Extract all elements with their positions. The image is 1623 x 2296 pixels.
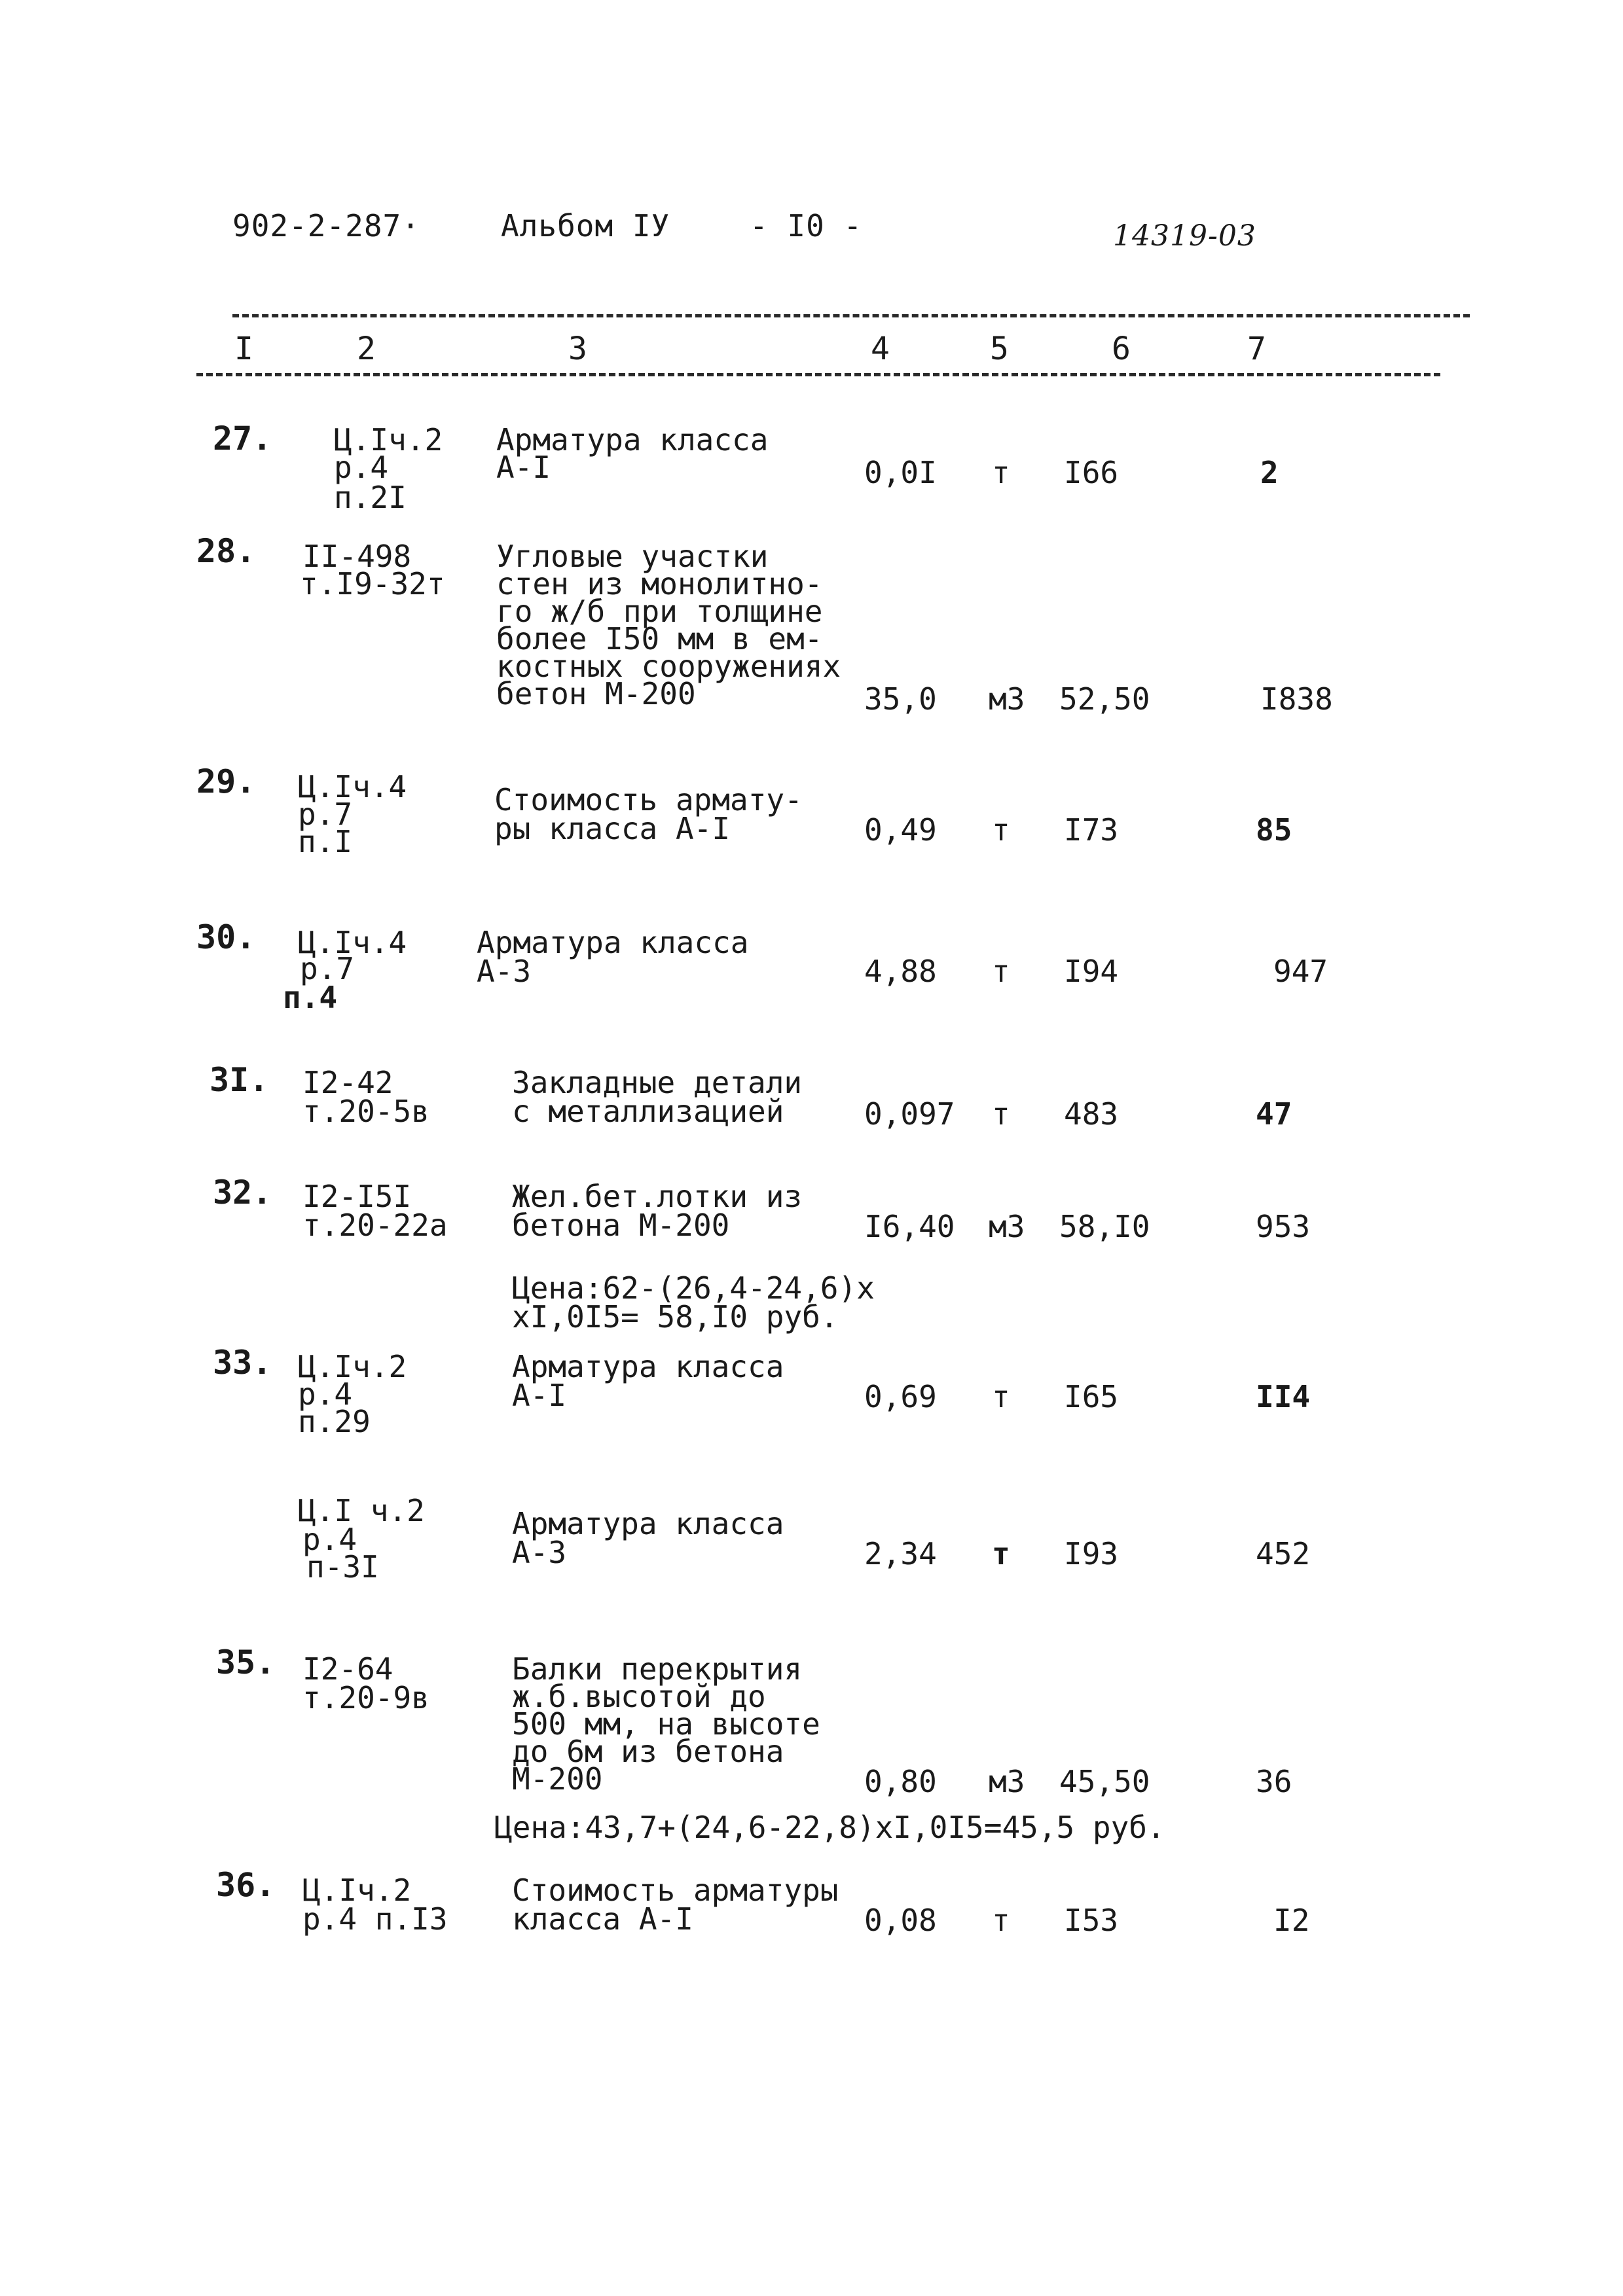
desc-line: го ж/б при толщине [496, 594, 823, 629]
ref-line: п-3I [306, 1549, 379, 1585]
unit: т [992, 455, 1010, 490]
ref-line: т.I9-32т [300, 566, 445, 601]
desc-line: Арматура класса [512, 1506, 784, 1541]
album-label: Альбом IУ [501, 208, 670, 243]
quantity: 35,0 [864, 681, 937, 717]
ref-line: т.20-22а [302, 1208, 448, 1243]
ref-line: I2-I5I [302, 1179, 412, 1214]
ref-line: Ц.Iч.4 [298, 769, 407, 804]
desc-line: М-200 [512, 1761, 603, 1797]
row-number: 29. [196, 762, 256, 800]
total: 2 [1260, 455, 1279, 490]
unit-price: I94 [1064, 954, 1119, 989]
desc-line: Арматура класса [512, 1349, 784, 1384]
total: 953 [1256, 1209, 1311, 1244]
desc-line: до 6м из бетона [512, 1734, 784, 1769]
desc-line: бетон М-200 [496, 676, 696, 711]
ref-line: Ц.Iч.2 [334, 422, 443, 457]
row-number: 33. [213, 1344, 272, 1382]
ref-line: п.4 [283, 980, 338, 1015]
ref-line: р.4 [302, 1522, 357, 1557]
unit-price: I93 [1064, 1536, 1119, 1571]
desc-line: А-3 [477, 954, 532, 989]
unit-price: I66 [1064, 455, 1119, 490]
ref-line: т.20-9в [302, 1680, 429, 1715]
desc-line: Угловые участки [496, 539, 769, 574]
unit: т [992, 954, 1010, 989]
price-note-line: Цена:43,7+(24,6-22,8)хI,0I5=45,5 руб. [494, 1810, 1165, 1845]
column-number-7: 7 [1247, 331, 1266, 367]
desc-line: с металлизацией [512, 1094, 784, 1129]
desc-line: Жел.бет.лотки из [512, 1179, 803, 1214]
unit: т [992, 1379, 1010, 1414]
quantity: 0,08 [864, 1903, 937, 1938]
quantity: 0,0I [864, 455, 937, 490]
column-number-3: 3 [568, 331, 587, 367]
quantity: 0,49 [864, 812, 937, 848]
total: II4 [1256, 1379, 1311, 1414]
total: 85 [1256, 812, 1292, 848]
row-number: 28. [196, 532, 256, 570]
unit: м3 [989, 681, 1025, 717]
total: 452 [1256, 1536, 1311, 1571]
ref-line: п.I [298, 824, 353, 859]
row-number: 35. [216, 1643, 276, 1681]
total: 36 [1256, 1764, 1292, 1799]
quantity: 0,097 [864, 1096, 955, 1132]
ref-line: р.4 п.I3 [302, 1901, 448, 1937]
unit-price: 483 [1064, 1096, 1119, 1132]
header-rule-top [232, 314, 1470, 317]
column-number-2: 2 [357, 331, 376, 367]
ref-line: II-498 [302, 539, 412, 574]
ref-line: Ц.I ч.2 [298, 1493, 425, 1528]
price-note-line: хI,0I5= 58,I0 руб. [512, 1299, 839, 1335]
ref-line: р.4 [334, 450, 389, 485]
unit-price: 52,50 [1059, 681, 1150, 717]
ref-line: Ц.Iч.2 [302, 1873, 412, 1908]
unit: т [992, 1536, 1010, 1571]
desc-line: Стоимость арматуры [512, 1873, 839, 1908]
desc-line: ж.б.высотой до [512, 1679, 766, 1714]
total: I838 [1260, 681, 1333, 717]
desc-line: более I50 мм в ем- [496, 621, 823, 656]
unit: т [992, 812, 1010, 848]
total: 947 [1273, 954, 1328, 989]
ref-line: Ц.Iч.2 [298, 1349, 407, 1384]
desc-line: Арматура класса [477, 925, 749, 960]
ref-line: т.20-5в [302, 1094, 429, 1129]
desc-line: А-I [512, 1378, 567, 1413]
desc-line: 500 мм, на высоте [512, 1706, 820, 1742]
column-number-1: I [234, 331, 253, 367]
row-number: 27. [213, 420, 272, 457]
quantity: 4,88 [864, 954, 937, 989]
unit-price: 45,50 [1059, 1764, 1150, 1799]
row-number: 32. [213, 1174, 272, 1211]
doc-code: 902-2-287· [232, 208, 420, 243]
ref-line: I2-42 [302, 1065, 393, 1100]
quantity: 0,80 [864, 1764, 937, 1799]
desc-line: класса А-I [512, 1901, 693, 1937]
total: I2 [1273, 1903, 1310, 1938]
price-note-line: Цена:62-(26,4-24,6)х [512, 1270, 875, 1306]
desc-line: костных сооружениях [496, 649, 841, 684]
ref-line: Ц.Iч.4 [298, 925, 407, 960]
page-number: - I0 - [750, 208, 863, 243]
desc-line: Закладные детали [512, 1065, 803, 1100]
quantity: 0,69 [864, 1379, 937, 1414]
column-number-4: 4 [871, 331, 890, 367]
desc-line: А-I [496, 450, 551, 485]
quantity: 2,34 [864, 1536, 937, 1571]
ref-line: I2-64 [302, 1651, 393, 1687]
unit-price: I73 [1064, 812, 1119, 848]
unit-price: I65 [1064, 1379, 1119, 1414]
unit: м3 [989, 1209, 1025, 1244]
column-number-5: 5 [990, 331, 1009, 367]
unit: м3 [989, 1764, 1025, 1799]
ref-line: р.4 [298, 1376, 353, 1412]
ref-line: п.29 [298, 1404, 371, 1439]
ref-line: р.7 [300, 951, 355, 986]
unit: т [992, 1096, 1010, 1132]
row-number: 3I. [210, 1061, 269, 1099]
unit: т [992, 1903, 1010, 1938]
desc-line: ры класса А-I [494, 811, 731, 846]
desc-line: бетона М-200 [512, 1208, 730, 1243]
unit-price: I53 [1064, 1903, 1119, 1938]
unit-price: 58,I0 [1059, 1209, 1150, 1244]
ref-line: п.2I [334, 480, 407, 515]
column-number-6: 6 [1112, 331, 1131, 367]
desc-line: Балки перекрытия [512, 1651, 803, 1687]
handwritten-number: 14319-03 [1113, 219, 1256, 253]
total: 47 [1256, 1096, 1292, 1132]
row-number: 30. [196, 918, 256, 956]
header-rule-bottom [196, 373, 1440, 376]
desc-line: Арматура класса [496, 422, 769, 457]
desc-line: Стоимость армату- [494, 782, 803, 817]
ref-line: р.7 [298, 797, 353, 832]
quantity: I6,40 [864, 1209, 955, 1244]
row-number: 36. [216, 1866, 276, 1904]
desc-line: А-3 [512, 1535, 567, 1570]
desc-line: стен из монолитно- [496, 566, 823, 601]
